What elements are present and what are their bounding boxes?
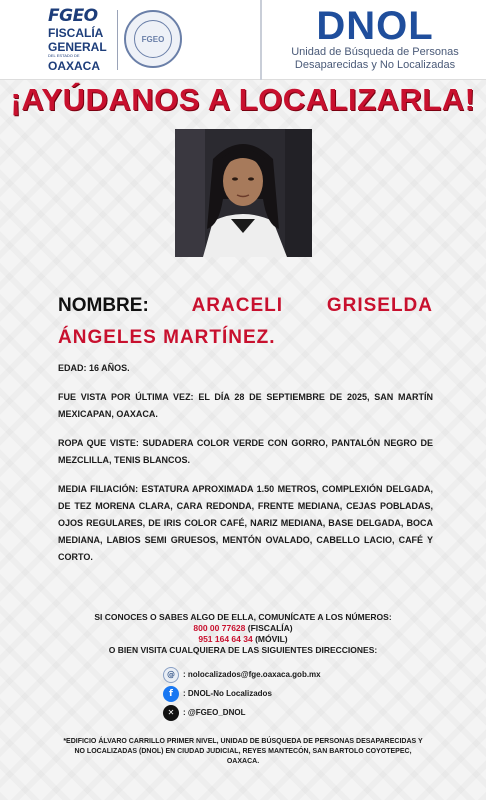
fge-name-line2: GENERAL — [48, 40, 107, 54]
contact-info — [30, 612, 456, 656]
facebook-icon: f — [163, 686, 179, 702]
phone-label-2: (MÓVIL) — [252, 634, 288, 644]
contact-facebook-text: : DNOL-No Localizados — [183, 689, 272, 698]
description-text: MEDIA FILIACIÓN: ESTATURA APROXIMADA 1.50 METROS, COMPLEXIÓN DELGADA, DE TEZ MORENA CLARA, CARA REDONDA, FRENTE MEDIANA, CEJAS POBLADAS, OJOS REGULARES, DE IRIS COLOR CAFÉ, NARIZ MEDIANA, BASE DELGADA, BOCA MEDIANA, LABIOS SEMI GRUESOS, MENTÓN OVALADO, CABELLO LACIO, CAFÉ Y CORTO. — [58, 484, 433, 562]
name-line — [58, 290, 433, 354]
contact-email[interactable] — [163, 665, 363, 684]
phone-number-1[interactable]: 800 00 77628 — [193, 623, 246, 633]
seal-inner: FGEO — [134, 20, 172, 58]
contact-x[interactable] — [163, 703, 363, 722]
contact-links — [163, 665, 363, 722]
phone-label-1: (FISCALÍA) — [245, 623, 293, 633]
phone-line-2 — [30, 634, 456, 645]
email-icon: @ — [163, 667, 179, 683]
fge-seal-icon — [124, 10, 182, 68]
header-banner — [0, 0, 486, 80]
address-disclaimer: *EDIFICIO ÁLVARO CARRILLO PRIMER NIVEL, UNIDAD DE BÚSQUEDA DE PERSONAS DESAPARECIDAS Y NO LOCALIZADAS (DNOL) EN CIUDAD JUDICIAL, REYES MANTECÓN, SAN BARTOLO COYOTEPEC, OAXACA. — [63, 738, 423, 765]
fge-name-line3: DEL ESTADO DE — [48, 53, 80, 58]
name-value: ARACELI GRISELDA ÁNGELES MARTÍNEZ. — [58, 295, 433, 348]
dnol-subtitle-line1: Unidad de Búsqueda de Personas — [291, 46, 459, 58]
missing-person-photo — [175, 129, 312, 257]
fge-name-line4: OAXACA — [48, 59, 101, 73]
age-text: EDAD: 16 AÑOS. — [58, 363, 130, 373]
dnol-title: DNOL — [316, 4, 434, 48]
contact-email-text: : nolocalizados@fge.oaxaca.gob.mx — [183, 670, 321, 679]
call-text: SI CONOCES O SABES ALGO DE ELLA, COMUNÍCATE A LOS NÚMEROS: — [94, 612, 392, 622]
clothing-text: ROPA QUE VISTE: SUDADERA COLOR VERDE CON GORRO, PANTALÓN NEGRO DE MEZCLILLA, TENIS BLANCOS. — [58, 438, 433, 465]
phone-number-2[interactable]: 951 164 64 34 — [198, 634, 253, 644]
last-seen-text: FUE VISTA POR ÚLTIMA VEZ: EL DÍA 28 DE SEPTIEMBRE DE 2025, SAN MARTÍN MEXICAPAN, OAXACA. — [58, 392, 433, 419]
logo-divider — [117, 10, 118, 70]
visit-text: O BIEN VISITA CUALQUIERA DE LAS SIGUIENTES DIRECCIONES: — [108, 645, 378, 655]
headline: ¡AYÚDANOS A LOCALIZARLA! — [10, 82, 476, 117]
fge-name-line1: FISCALÍA — [48, 26, 104, 40]
person-details — [58, 290, 433, 566]
dnol-subtitle-line2: Desaparecidas y No Localizadas — [294, 59, 456, 71]
phone-line-1 — [30, 623, 456, 634]
header-separator — [260, 0, 262, 80]
x-icon: ✕ — [163, 705, 179, 721]
contact-facebook[interactable] — [163, 684, 363, 703]
dnol-logo-block — [280, 6, 470, 72]
portrait-image — [175, 129, 312, 257]
name-label: NOMBRE: — [58, 295, 149, 316]
fge-logo-block — [48, 8, 114, 72]
fge-logo: FGEO — [48, 6, 98, 26]
contact-x-text: : @FGEO_DNOL — [183, 708, 246, 717]
